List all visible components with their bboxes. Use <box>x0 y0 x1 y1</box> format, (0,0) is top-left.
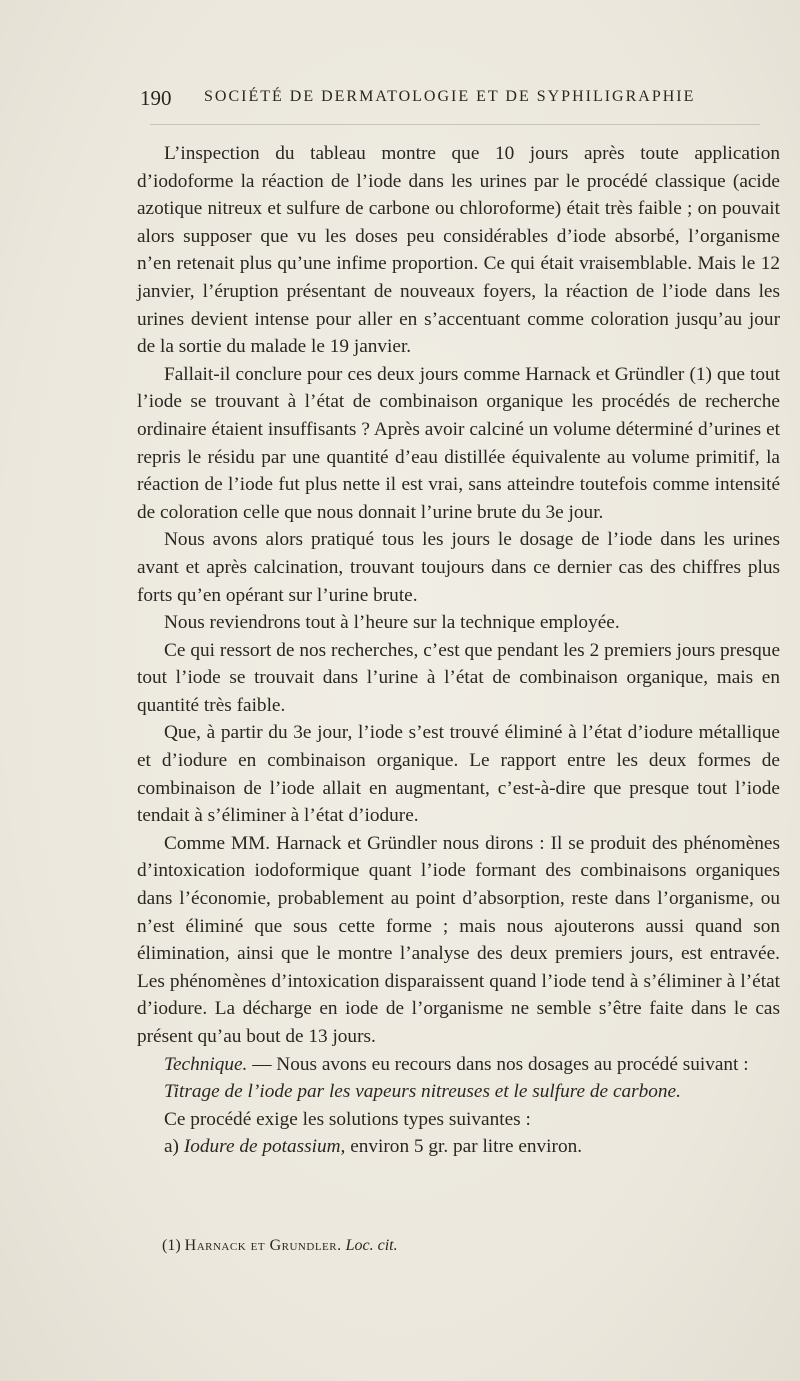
section-subtitle: Titrage de l’iode par les vapeurs nitreuses et le sulfure de carbone. <box>164 1081 681 1103</box>
paragraph: Nous avons alors pratiqué tous les jours le dosage de l’iode dans les urines avant et après calcination, trouvant toujours dans ce dernier cas des chiffres plus forts qu’en opérant sur l’urine brute. <box>137 529 780 606</box>
paragraph: L’inspection du tableau montre que 10 jours après toute application d’iodoforme la réaction de l’iode dans les urines par le procédé classique (acide azotique nitreux et sulfure de carbone ou chloroforme) était très faible ; on pouvait alors supposer que vu les doses peu considérables d’iode absorbé, l’organisme n’en retenait plus qu’une infime proportion. Ce qui était vraisemblable. Mais le 12 janvier, l’éruption présentant de nouveaux foyers, la réaction de l’iode dans les urines devient intense pour aller en s’accentuant comme coloration jusqu’au jour de la sortie du malade le 19 janvier. <box>137 143 780 358</box>
footnote <box>162 1237 662 1255</box>
technique-label: Technique. <box>164 1053 248 1075</box>
paragraph: Ce qui ressort de nos recherches, c’est que pendant les 2 premiers jours presque tout l’iode se trouvait dans l’urine à l’état de combinaison organique, mais en quantité très faible. <box>137 639 780 716</box>
solutions-intro: Ce procédé exige les solutions types suivantes : <box>164 1108 531 1130</box>
body-text <box>137 140 780 1161</box>
footnote-authors: Harnack et Grundler. <box>184 1237 342 1254</box>
solution-item-a <box>137 1133 780 1161</box>
paragraph: Nous reviendrons tout à l’heure sur la technique employée. <box>164 612 620 634</box>
technique-text: — Nous avons eu recours dans nos dosages au procédé suivant : <box>247 1053 749 1075</box>
page-number: 190 <box>140 86 172 110</box>
item-name: Iodure de potassium, <box>183 1136 346 1158</box>
item-marker: a) <box>164 1136 179 1158</box>
paragraph: Fallait-il conclure pour ces deux jours comme Harnack et Gründler (1) que tout l’iode se trouvant à l’état de combinaison organique les procédés de recherche ordinaire étaient insuffisants ? Après avoir calciné un volume déterminé d’urines et repris le résidu par une quantité d’eau distillée équivalente au volume primitif, la réaction de l’iode fut plus nette il est vrai, sans atteindre toutefois comme intensité de coloration celle que nous donnait l’urine brute du 3e jour. <box>137 363 780 523</box>
footnote-marker: (1) <box>162 1237 181 1254</box>
paragraph: Que, à partir du 3e jour, l’iode s’est trouvé éliminé à l’état d’iodure métallique et d’iodure en combinaison organique. Le rapport entre les deux formes de combinaison de l’iode allait en augmentant, c’est-à-dire que presque tout l’iode tendait à s’éliminer à l’état d’iodure. <box>137 722 780 827</box>
running-title: SOCIÉTÉ DE DERMATOLOGIE ET DE SYPHILIGRAPHIE <box>204 88 696 105</box>
paragraph: Comme MM. Harnack et Gründler nous dirons : Il se produit des phénomènes d’intoxication iodoformique quant l’iode formant des combinaisons organiques dans l’économie, probablement au point d’absorption, reste dans l’organisme, ou n’est éliminé que sous cette forme ; mais nous ajouterons aussi quand son élimination, ainsi que le montre l’analyse des deux premiers jours, est entravée. Les phénomènes d’intoxication disparaissent quand l’iode tend à s’éliminer à l’état d’iodure. La décharge en iode de l’organisme ne semble s’être faite dans le cas présent qu’au bout de 13 jours. <box>137 832 780 1047</box>
item-text: environ 5 gr. par litre environ. <box>345 1136 583 1158</box>
header-rule <box>150 124 760 125</box>
technique-paragraph <box>137 1051 780 1079</box>
footnote-ref: Loc. cit. <box>345 1237 398 1254</box>
